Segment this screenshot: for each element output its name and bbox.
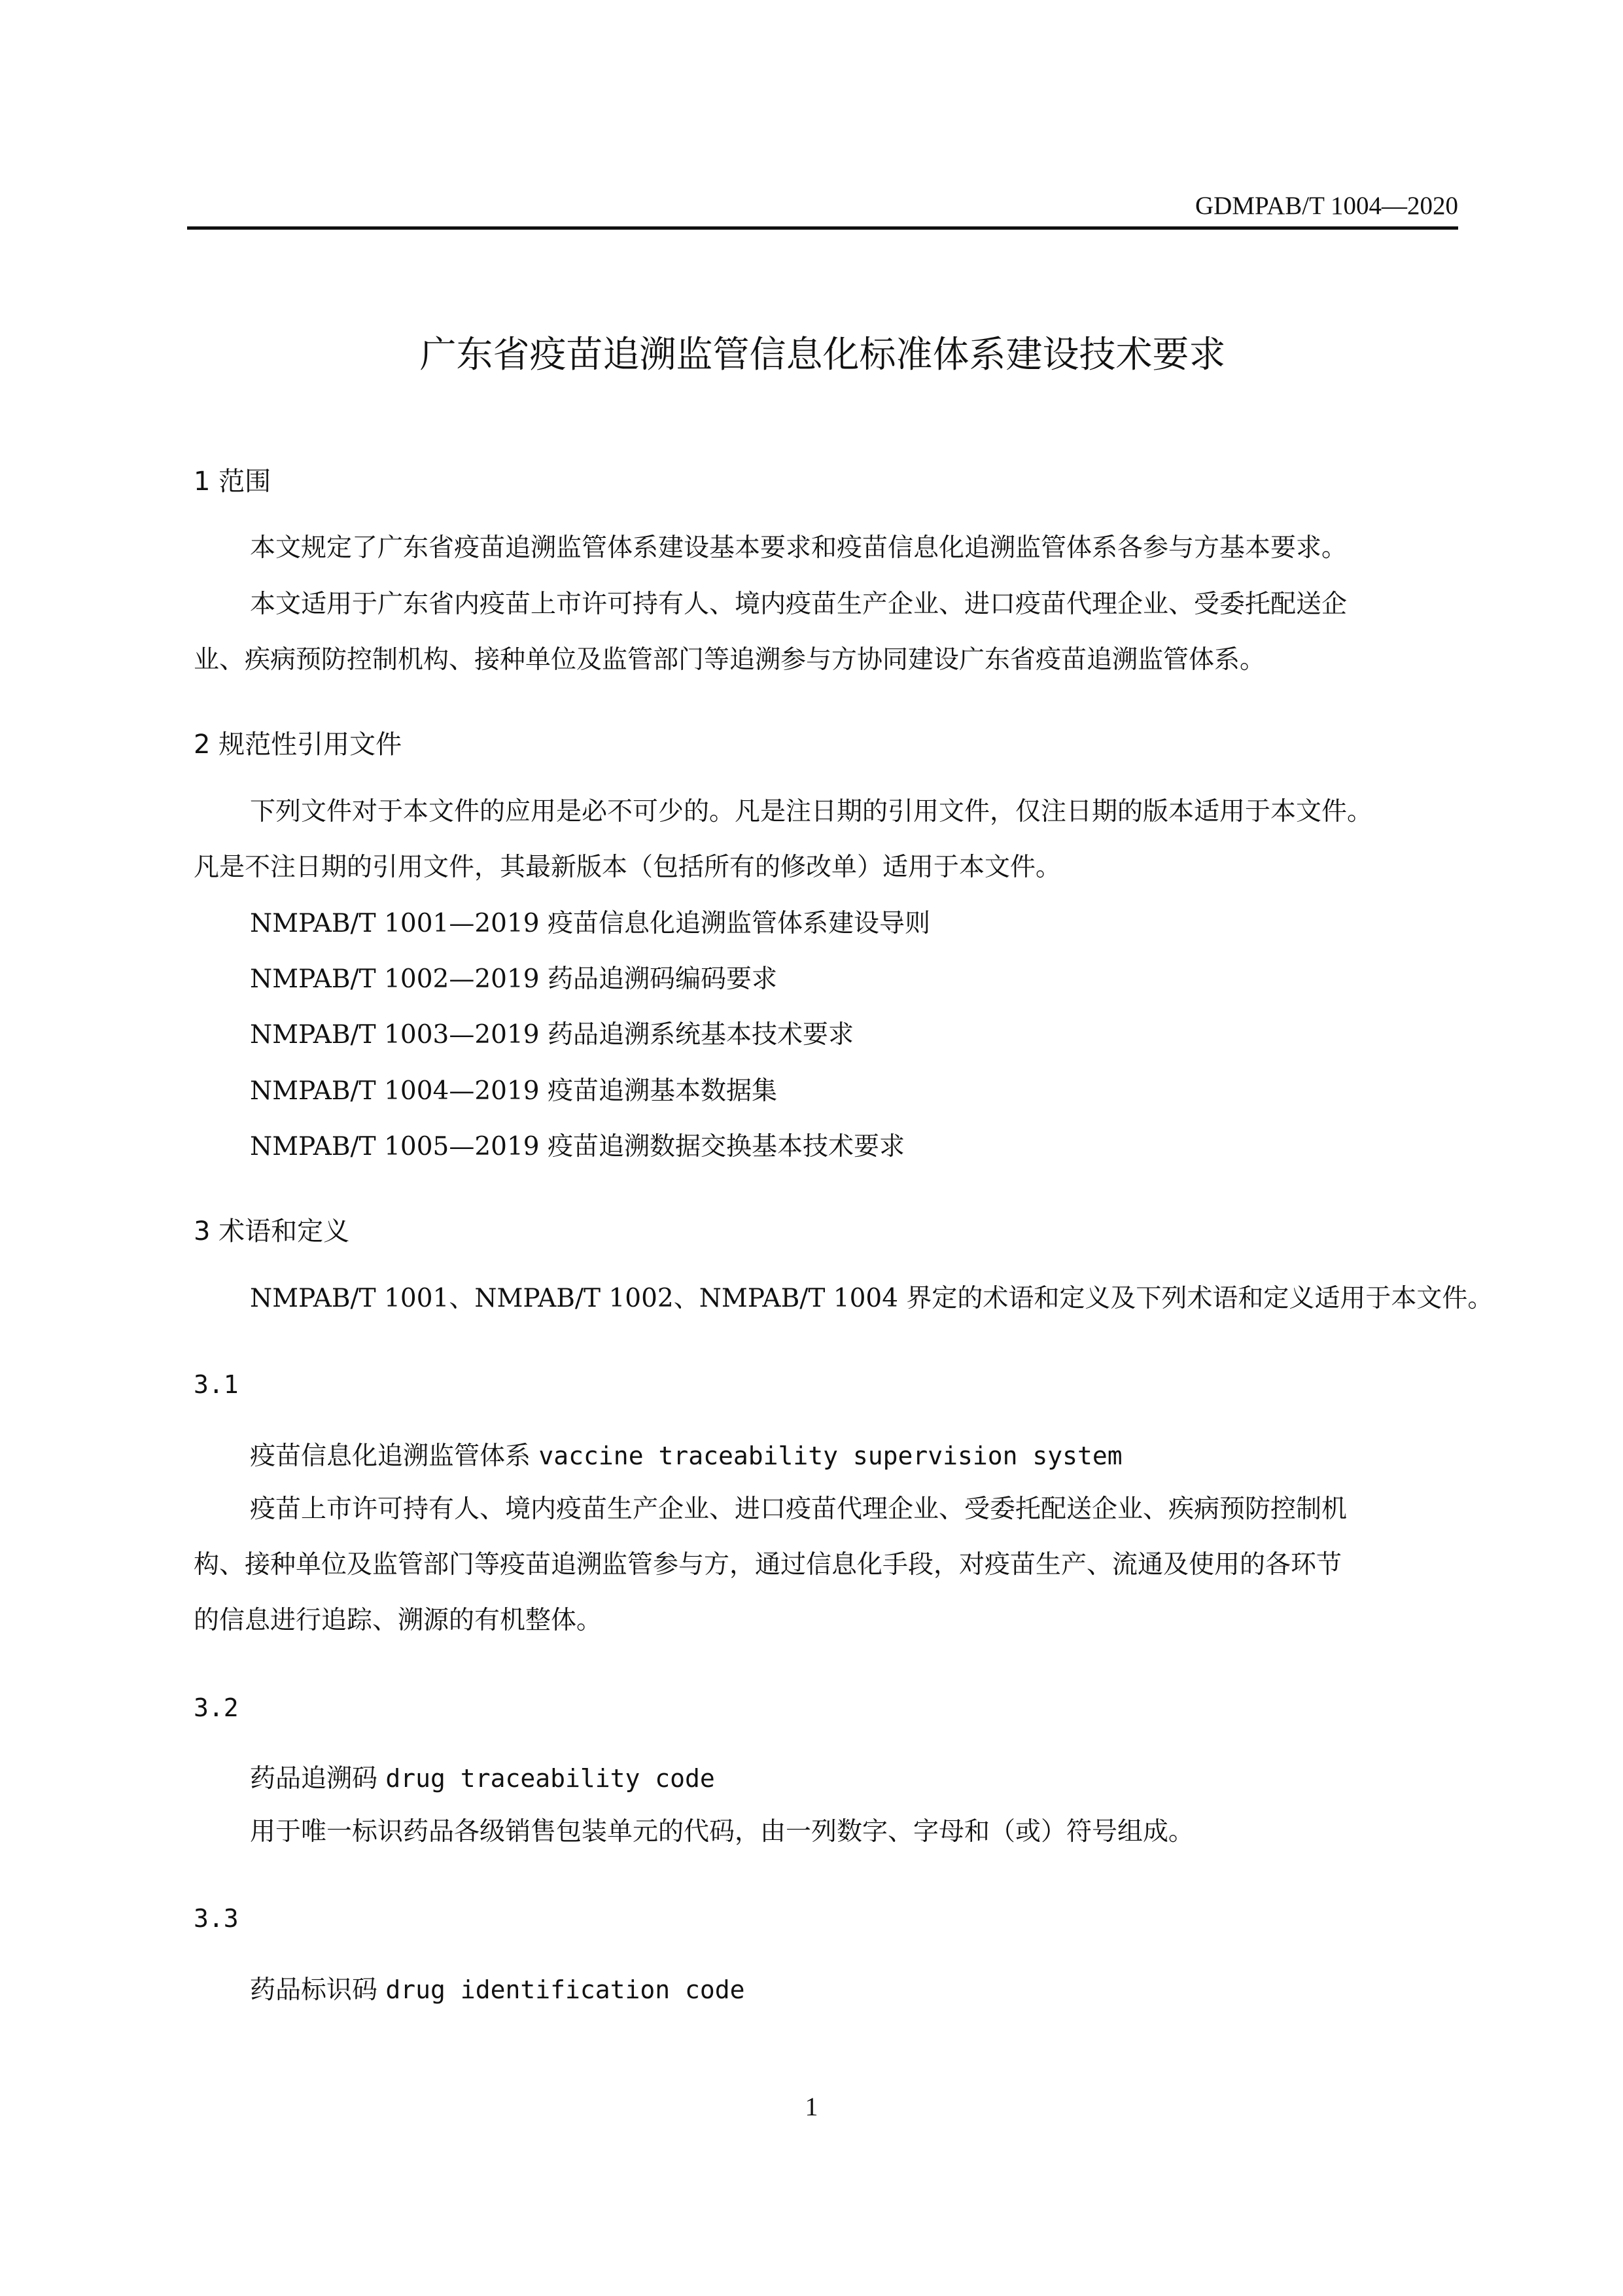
term-definition-line-1: 用于唯一标识药品各级销售包装单元的代码，由一列数字、字母和（或）符号组成。	[250, 1817, 1195, 1846]
term-english-name: vaccine traceability supervision system	[538, 1441, 1123, 1470]
reference-title: 药品追溯码编码要求	[548, 964, 778, 994]
term-number: 3.1	[194, 1370, 239, 1399]
reference-title: 疫苗追溯基本数据集	[548, 1076, 778, 1106]
term-chinese-name: 药品追溯码	[250, 1764, 378, 1793]
reference-code: NMPAB/T 1003—2019	[250, 1020, 540, 1050]
reference-title: 疫苗追溯数据交换基本技术要求	[548, 1132, 905, 1161]
document-title: 广东省疫苗追溯监管信息化标准体系建设技术要求	[419, 334, 1226, 376]
reference-code: NMPAB/T 1004—2019	[250, 1076, 540, 1106]
term-number: 3.2	[194, 1693, 239, 1722]
term-title	[250, 1969, 745, 2006]
reference-code: NMPAB/T 1001—2019	[250, 909, 540, 938]
reference-code: NMPAB/T 1005—2019	[250, 1132, 540, 1161]
scope-paragraph-1: 本文规定了广东省疫苗追溯监管体系建设基本要求和疫苗信息化追溯监管体系各参与方基本要求。	[250, 533, 1348, 563]
reference-item	[250, 1126, 905, 1163]
reference-item	[250, 1014, 854, 1051]
term-chinese-name: 疫苗信息化追溯监管体系	[250, 1441, 531, 1471]
reference-item	[250, 1070, 777, 1107]
section-heading-terms: 3 术语和定义	[194, 1216, 350, 1246]
section-heading-scope: 1 范围	[194, 467, 271, 497]
term-definition-line-1: 疫苗上市许可持有人、境内疫苗生产企业、进口疫苗代理企业、受委托配送企业、疾病预防控制机	[250, 1494, 1348, 1524]
term-title	[250, 1436, 1123, 1472]
reference-title: 疫苗信息化追溯监管体系建设导则	[548, 909, 931, 938]
reference-code: NMPAB/T 1002—2019	[250, 964, 540, 994]
scope-paragraph-2-line-2: 业、疾病预防控制机构、接种单位及监管部门等追溯参与方协同建设广东省疫苗追溯监管体系。	[194, 645, 1266, 675]
references-paragraph-line-1: 下列文件对于本文件的应用是必不可少的。凡是注日期的引用文件，仅注日期的版本适用于本文件。	[250, 797, 1373, 826]
reference-item	[250, 903, 930, 940]
reference-title: 药品追溯系统基本技术要求	[548, 1020, 854, 1050]
term-chinese-name: 药品标识码	[250, 1975, 378, 2005]
terms-intro: NMPAB/T 1001、NMPAB/T 1002、NMPAB/T 1004 界定的术语和定义及下列术语和定义适用于本文件。	[250, 1284, 1493, 1313]
term-definition-line-2: 构、接种单位及监管部门等疫苗追溯监管参与方，通过信息化手段，对疫苗生产、流通及使用的各环节	[194, 1550, 1342, 1580]
term-english-name: drug traceability code	[385, 1764, 715, 1793]
page-number: 1	[805, 2092, 818, 2121]
scope-paragraph-2-line-1: 本文适用于广东省内疫苗上市许可持有人、境内疫苗生产企业、进口疫苗代理企业、受委托配送企	[250, 590, 1348, 619]
term-number: 3.3	[194, 1904, 239, 1933]
term-english-name: drug identification code	[385, 1975, 745, 2004]
standard-code: GDMPAB/T 1004—2020	[1195, 192, 1458, 220]
reference-item	[250, 959, 777, 995]
term-definition-line-3: 的信息进行追踪、溯源的有机整体。	[194, 1606, 602, 1635]
references-paragraph-line-2: 凡是不注日期的引用文件，其最新版本（包括所有的修改单）适用于本文件。	[194, 853, 1062, 882]
header-rule	[187, 226, 1458, 230]
section-heading-references: 2 规范性引用文件	[194, 730, 402, 760]
term-title	[250, 1758, 715, 1795]
